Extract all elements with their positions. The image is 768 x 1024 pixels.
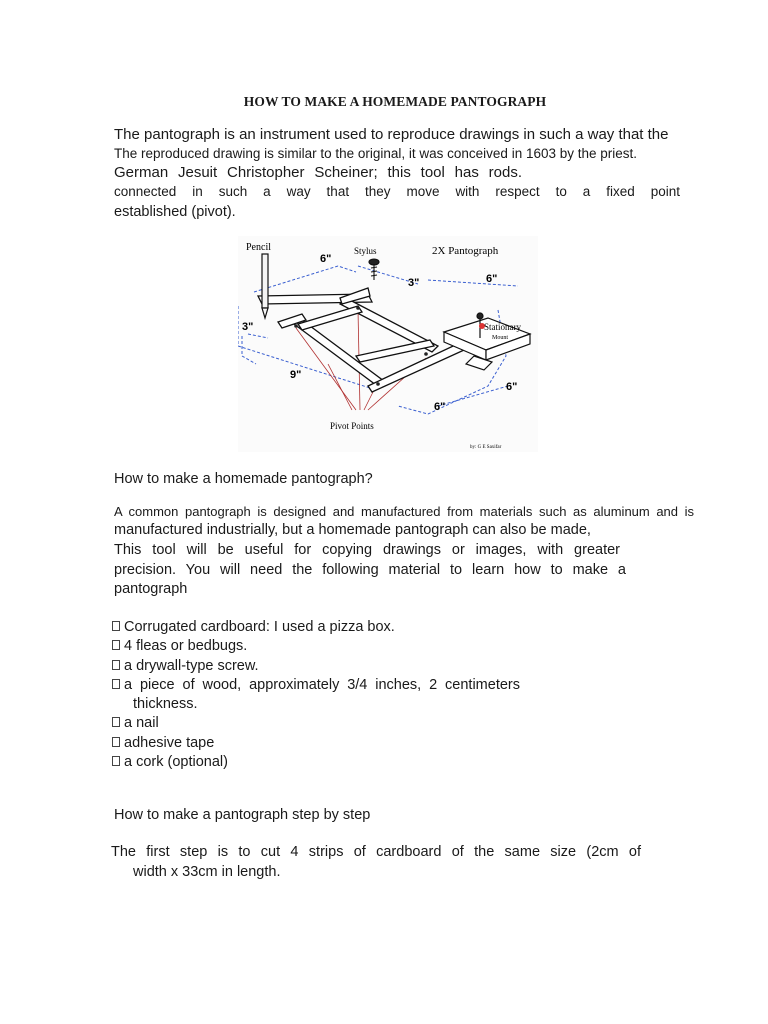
dimension-label: 6" <box>434 401 446 413</box>
paragraph-line: This tool will be useful for copying drawings or images, with greater <box>114 542 620 558</box>
checkbox-glyph-icon <box>112 756 120 766</box>
diagram-caption: 2X Pantograph <box>432 245 499 257</box>
list-item-text: a nail <box>124 715 159 732</box>
diagram-credit: by: G E Saxifar <box>470 445 502 450</box>
list-item <box>112 676 520 695</box>
section-heading-steps: How to make a pantograph step by step <box>114 807 371 823</box>
dimension-label: 6" <box>506 381 518 393</box>
stationary-label: Stationary <box>484 322 521 332</box>
dimension-label: 6" <box>320 253 332 265</box>
intro-line-2: The reproduced drawing is similar to the original, it was conceived in 1603 by the priest. <box>114 146 638 161</box>
list-item <box>112 618 520 637</box>
list-item <box>112 753 520 772</box>
pencil-label: Pencil <box>246 242 271 253</box>
checkbox-glyph-icon <box>112 621 120 631</box>
list-item-text: 4 fleas or bedbugs. <box>124 638 248 655</box>
pivot-points-label: Pivot Points <box>330 421 374 431</box>
step-line: width x 33cm in length. <box>133 864 281 880</box>
list-item-text: a drywall-type screw. <box>124 657 259 674</box>
checkbox-glyph-icon <box>112 640 120 650</box>
dimension-label: 3" <box>408 277 420 289</box>
materials-list <box>112 618 520 772</box>
dimension-label: 3" <box>242 321 254 333</box>
dimension-label: 6" <box>486 273 498 285</box>
intro-line-3: German Jesuit Christopher Scheiner; this tool has rods. <box>114 164 522 181</box>
checkbox-glyph-icon <box>112 717 120 727</box>
list-item-text: a piece of wood, approximately 3/4 inches, 2 centimeters <box>124 676 520 693</box>
checkbox-glyph-icon <box>112 679 120 689</box>
list-item <box>112 657 520 676</box>
intro-line-1: The pantograph is an instrument used to reproduce drawings in such a way that the <box>114 126 669 143</box>
list-item-text: thickness. <box>133 696 198 713</box>
page-title: HOW TO MAKE A HOMEMADE PANTOGRAPH <box>243 94 547 109</box>
list-item <box>112 714 520 733</box>
list-item-text: adhesive tape <box>124 734 215 751</box>
paragraph-line: manufactured industrially, but a homemade pantograph can also be made, <box>114 522 591 538</box>
intro-line-4: connected in such a way that they move with respect to a fixed point <box>114 184 680 199</box>
step-line: The first step is to cut 4 strips of cardboard of the same size (2cm of <box>111 844 641 860</box>
mount-label: Mount <box>492 335 509 341</box>
pantograph-diagram <box>238 236 538 452</box>
dimension-label: 9" <box>290 369 302 381</box>
stylus-label: Stylus <box>354 246 377 256</box>
intro-line-5: established (pivot). <box>114 204 236 220</box>
paragraph-line: precision. You will need the following material to learn how to make a <box>114 562 626 578</box>
list-item-text: Corrugated cardboard: I used a pizza box. <box>124 619 395 635</box>
list-item <box>112 734 520 753</box>
section-heading-homemade: How to make a homemade pantograph? <box>114 471 373 487</box>
paragraph-line: pantograph <box>114 581 188 597</box>
list-item <box>112 637 520 656</box>
checkbox-glyph-icon <box>112 737 120 747</box>
list-item-text: a cork (optional) <box>124 754 228 771</box>
list-item-continuation <box>112 695 520 714</box>
paragraph-line: A common pantograph is designed and manufactured from materials such as aluminum and is <box>114 504 694 519</box>
checkbox-glyph-icon <box>112 660 120 670</box>
